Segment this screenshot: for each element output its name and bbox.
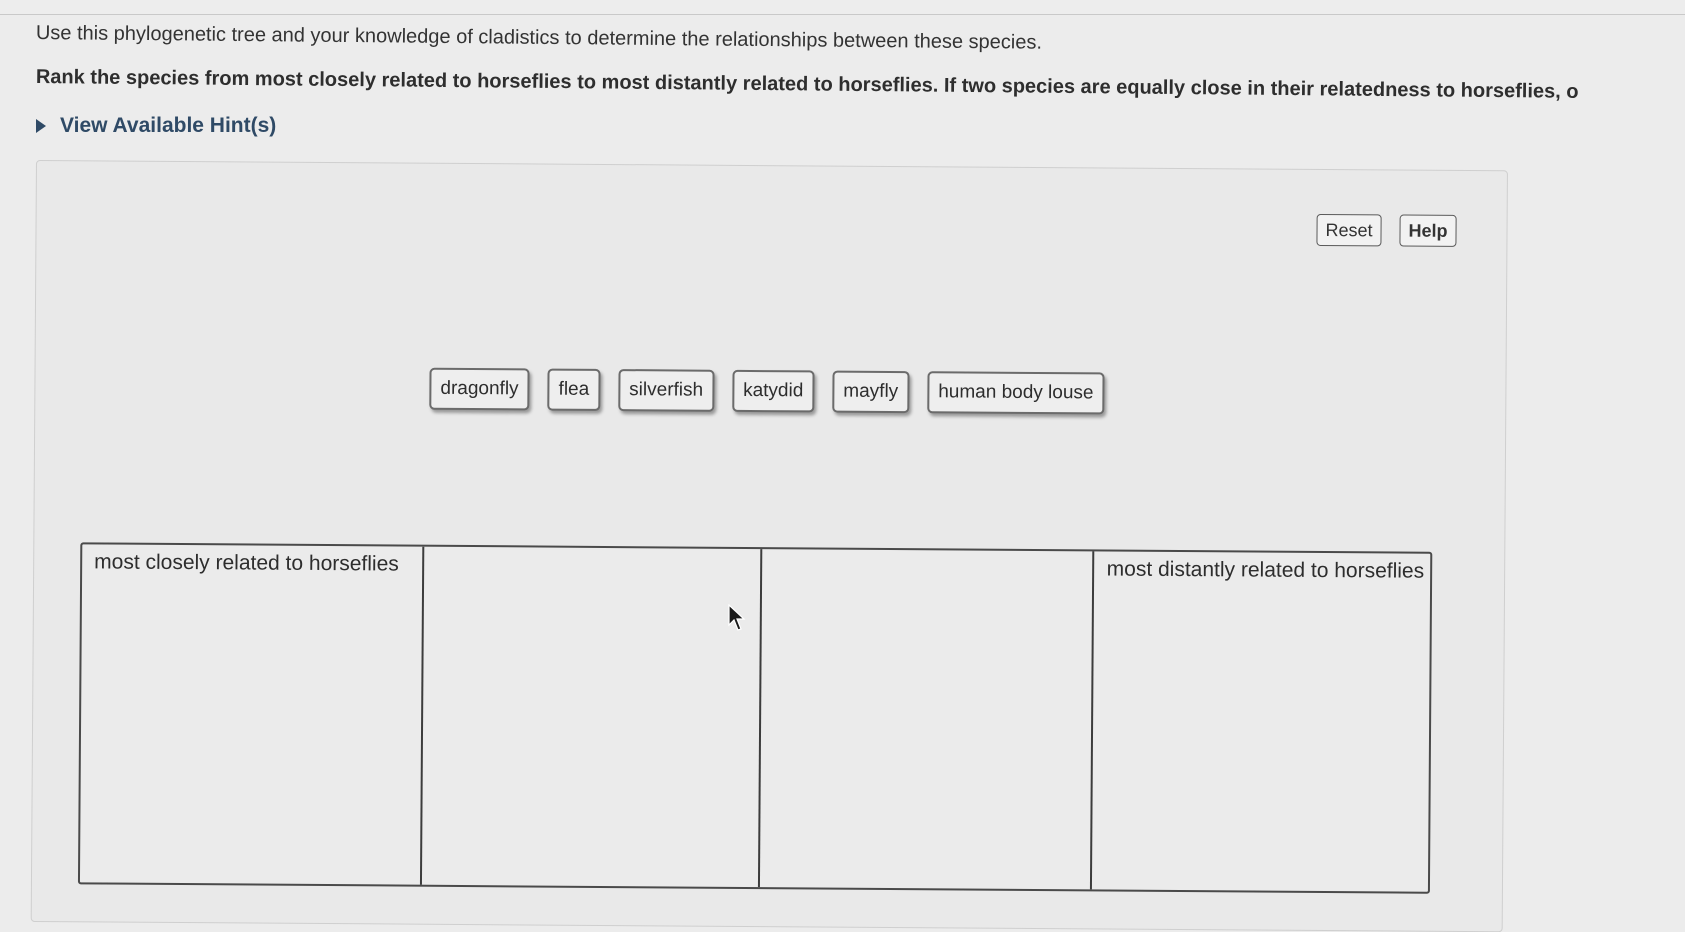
reset-button[interactable]: Reset	[1316, 214, 1381, 246]
species-chip-silverfish[interactable]: silverfish	[618, 369, 714, 412]
rank-prompt: Rank the species from most closely related to horseflies to most distantly related to horseflies. If two species are equally close in their relatedness to horseflies, o	[35, 66, 1579, 103]
ranking-panel	[31, 160, 1508, 932]
help-button[interactable]: Help	[1399, 215, 1456, 247]
species-chip-human-body-louse[interactable]: human body louse	[927, 371, 1105, 414]
top-divider	[0, 0, 1685, 15]
caret-right-icon	[36, 119, 46, 133]
ranking-slot-4[interactable]	[1092, 551, 1430, 891]
most-distantly-related-label: most distantly related to horseflies	[1106, 557, 1425, 583]
ranking-drop-area	[78, 542, 1432, 893]
view-hints-toggle[interactable]	[36, 114, 276, 138]
species-chip-dragonfly[interactable]: dragonfly	[429, 368, 529, 411]
ranking-slot-1[interactable]	[80, 544, 424, 884]
species-bank	[429, 368, 1104, 415]
species-chip-mayfly[interactable]: mayfly	[832, 371, 909, 414]
most-closely-related-label: most closely related to horseflies	[94, 550, 399, 576]
species-chip-katydid[interactable]: katydid	[732, 370, 814, 413]
ranking-slot-3[interactable]	[760, 549, 1094, 889]
instruction-text: Use this phylogenetic tree and your knowledge of cladistics to determine the relationships between these species.	[35, 22, 1043, 54]
species-chip-flea[interactable]: flea	[547, 369, 600, 411]
ranking-slot-2[interactable]	[422, 547, 762, 887]
view-hints-label: View Available Hint(s)	[60, 114, 277, 137]
